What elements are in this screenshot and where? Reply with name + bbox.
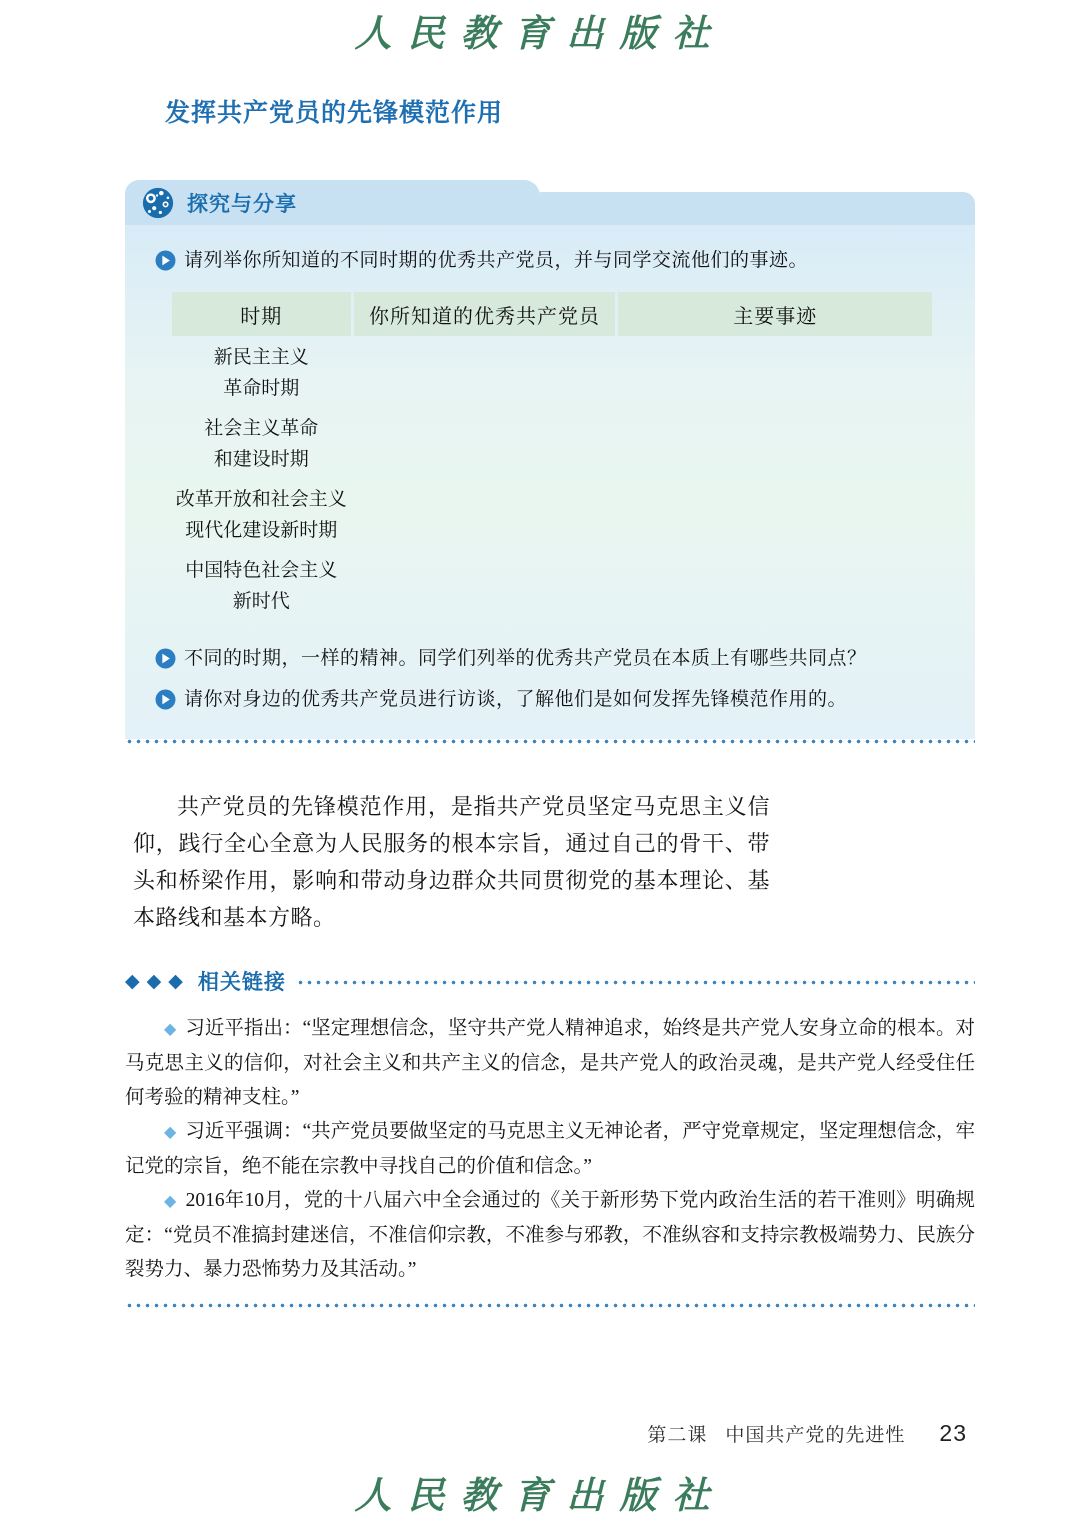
arrow-bullet-icon — [155, 689, 176, 710]
explore-share-header — [125, 180, 975, 225]
related-header-rule — [296, 980, 975, 985]
prompt-item — [155, 646, 945, 672]
table-header-cell: 你所知道的优秀共产党员 — [354, 292, 616, 336]
table-cell-deeds[interactable] — [618, 410, 932, 478]
explore-share-tab — [125, 180, 540, 225]
body-paragraph: 共产党员的先锋模范作用，是指共产党员坚定马克思主义信仰，践行全心全意为人民服务的根本宗旨，通过自己的骨干、带头和桥梁作用，影响和带动身边群众共同贯彻党的基本理论、基本路线和基本方略。 — [133, 794, 770, 930]
table-cell-period — [172, 481, 351, 549]
prompt-item — [155, 248, 945, 274]
explore-box-bottom-rule — [125, 739, 975, 744]
triple-diamond-icon: ◆◆◆ — [125, 970, 190, 992]
explore-share-box — [125, 180, 975, 744]
period-line: 中国特色社会主义 — [185, 560, 338, 581]
related-link-text: 2016年10月，党的十八届六中全会通过的《关于新形势下党内政治生活的若干准则》明确规定：“党员不准搞封建迷信，不准信仰宗教，不准参与邪教，不准纵容和支持宗教极端势力、民族分裂势力、暴力恐怖势力及其活动。” — [125, 1190, 975, 1280]
related-links-bottom-rule — [125, 1303, 975, 1308]
table-cell-members[interactable] — [354, 410, 616, 478]
related-link-item — [125, 1012, 975, 1115]
period-line: 社会主义革命 — [204, 418, 319, 439]
related-links-section — [125, 966, 975, 1308]
table-cell-period — [172, 410, 351, 478]
explore-sphere-icon — [141, 186, 175, 220]
diamond-icon: ◆ — [164, 1021, 177, 1038]
diamond-icon: ◆ — [164, 1193, 177, 1210]
period-line: 新民主主义 — [213, 347, 309, 368]
period-line: 新时代 — [232, 591, 290, 612]
footer-page-number: 23 — [939, 1420, 967, 1446]
period-line: 革命时期 — [223, 378, 300, 399]
table-cell-period — [172, 552, 351, 620]
table-cell-deeds[interactable] — [618, 339, 932, 407]
footer-lesson-number: 第二课 — [647, 1425, 708, 1446]
table-cell-period — [172, 339, 351, 407]
arrow-bullet-icon — [155, 250, 176, 271]
arrow-bullet-icon — [155, 648, 176, 669]
period-line: 改革开放和社会主义 — [175, 489, 347, 510]
party-members-table — [172, 292, 932, 620]
table-cell-deeds[interactable] — [618, 481, 932, 549]
explore-share-tab-label: 探究与分享 — [187, 192, 297, 216]
diamond-icon: ◆ — [164, 1124, 177, 1141]
publisher-logo-bottom: 人民教育出版社 — [354, 1476, 726, 1517]
related-links-items — [125, 1012, 975, 1287]
publisher-logo-top: 人民教育出版社 — [354, 14, 726, 55]
related-link-item — [125, 1184, 975, 1287]
related-link-text: 习近平指出：“坚定理想信念，坚守共产党人精神追求，始终是共产党人安身立命的根本。对马克思主义的信仰，对社会主义和共产主义的信念，是共产党人的政治灵魂，是共产党人经受住任何考验的精神支柱。” — [125, 1018, 976, 1108]
table-header-cell: 时期 — [172, 292, 351, 336]
prompt-item — [155, 687, 945, 713]
related-link-item — [125, 1115, 975, 1184]
table-cell-members[interactable] — [354, 481, 616, 549]
period-line: 现代化建设新时期 — [185, 520, 338, 541]
page-footer — [647, 1420, 967, 1447]
footer-lesson-title: 中国共产党的先进性 — [725, 1425, 906, 1446]
prompt-text: 请你对身边的优秀共产党员进行访谈，了解他们是如何发挥先锋模范作用的。 — [184, 689, 848, 710]
prompt-text: 请列举你所知道的不同时期的优秀共产党员，并与同学交流他们的事迹。 — [184, 250, 809, 271]
explore-header-band — [540, 192, 975, 225]
table-cell-deeds[interactable] — [618, 552, 932, 620]
prompt-text: 不同的时期，一样的精神。同学们列举的优秀共产党员在本质上有哪些共同点？ — [184, 648, 867, 669]
related-links-title: 相关链接 — [197, 971, 286, 994]
related-link-text: 习近平强调：“共产党员要做坚定的马克思主义无神论者，严守党章规定，坚定理想信念，牢记党的宗旨，绝不能在宗教中寻找自己的价值和信念。” — [125, 1121, 976, 1177]
table-header-cell: 主要事迹 — [618, 292, 932, 336]
table-cell-members[interactable] — [354, 552, 616, 620]
table-cell-members[interactable] — [354, 339, 616, 407]
period-line: 和建设时期 — [213, 449, 309, 470]
related-links-header — [125, 966, 975, 996]
page-title: 发挥共产党员的先锋模范作用 — [165, 99, 504, 127]
explore-share-content — [125, 225, 975, 739]
